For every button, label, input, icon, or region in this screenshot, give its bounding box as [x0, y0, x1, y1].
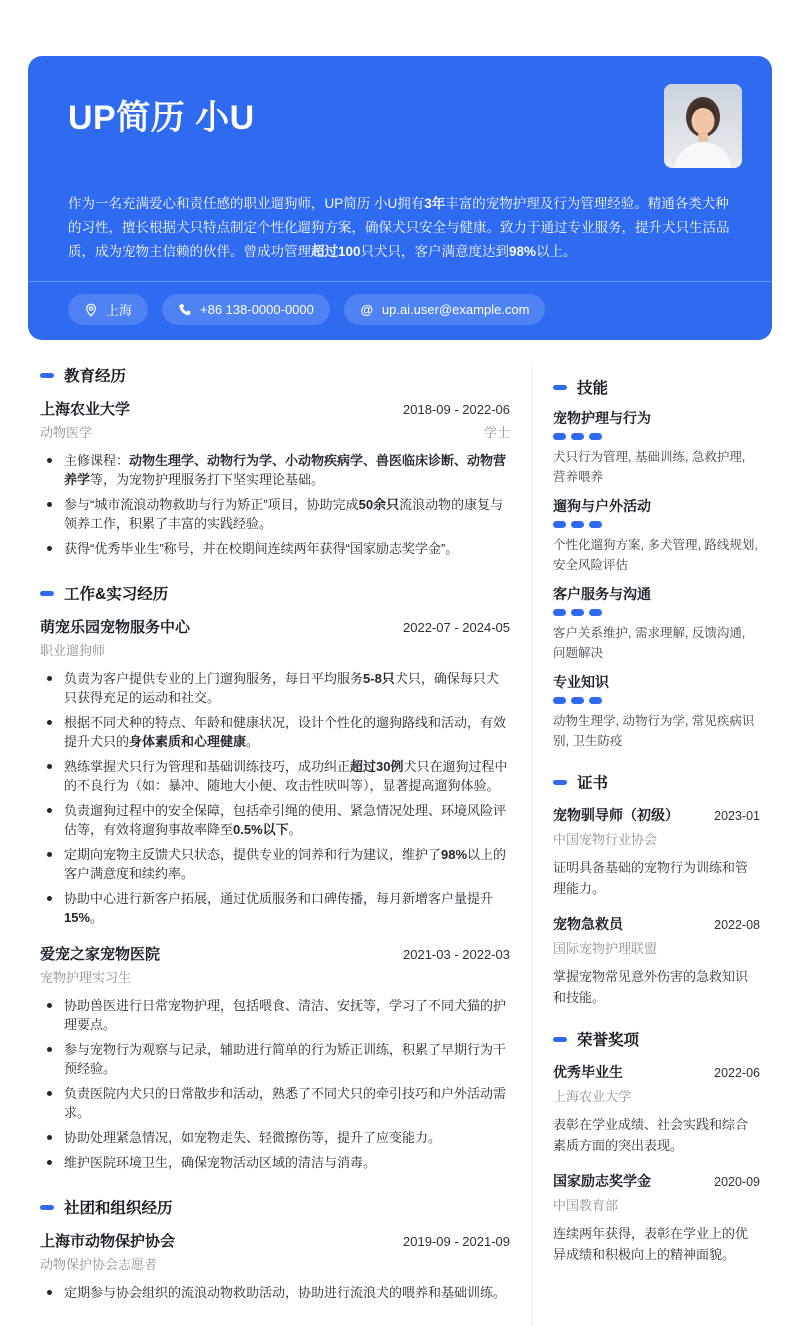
- section-organizations: [40, 1196, 510, 1302]
- entry-name: 上海市动物保护协会: [40, 1233, 176, 1250]
- skill-description: 动物生理学, 动物行为学, 常见疾病识别, 卫生防疫: [553, 714, 755, 748]
- side-column: [532, 364, 760, 1326]
- bullet-item: 主修课程：动物生理学、动物行为学、小动物疾病学、兽医临床诊断、动物营养学等，为宠物护理服务打下坚实理论基础。: [40, 451, 510, 489]
- section-education: [40, 364, 510, 558]
- entry: [40, 616, 510, 927]
- skill-level-segment: [571, 433, 584, 440]
- entry-subtitle-row: [40, 967, 510, 986]
- skill-level-segment: [553, 521, 566, 528]
- entry-header: [40, 1230, 510, 1251]
- section-title-skills: 技能: [577, 380, 609, 397]
- skill-name: 客户服务与沟通: [553, 586, 651, 602]
- bullet-item: 定期参与协会组织的流浪动物救助活动，协助进行流浪犬的喂养和基础训练。: [40, 1283, 510, 1302]
- credential-issuer: 中国宠物行业协会: [553, 832, 658, 847]
- bullet-item: 参与宠物行为观察与记录，辅助进行简单的行为矫正训练，积累了早期行为干预经验。: [40, 1040, 510, 1078]
- credential-date: 2022-08: [714, 918, 760, 932]
- header-card: [28, 56, 772, 340]
- entry-header: [40, 616, 510, 637]
- section-title-honors: 荣誉奖项: [577, 1032, 640, 1049]
- section-header-honors: [553, 1028, 760, 1050]
- skill-item: [553, 586, 760, 663]
- skill-level-segment: [553, 433, 566, 440]
- credential-header: [553, 805, 760, 825]
- contact-pill-phone[interactable]: [162, 294, 330, 325]
- skill-level-indicator: [553, 521, 760, 528]
- phone-icon: [178, 303, 192, 317]
- credential-header: [553, 914, 760, 934]
- section-header-work: [40, 582, 510, 604]
- resume-title: UP简历 小U: [68, 99, 255, 137]
- entry-subtitle-row: [40, 422, 510, 441]
- entry-subtitle: 动物保护协会志愿者: [40, 1257, 158, 1272]
- section-skills: [553, 376, 760, 751]
- section-header-skills: [553, 376, 760, 398]
- entry-bullets: [40, 1283, 510, 1302]
- skill-level-segment: [589, 609, 602, 616]
- contact-pill-email[interactable]: [344, 294, 546, 325]
- skill-level-indicator: [553, 697, 760, 704]
- skill-description: 犬只行为管理, 基础训练, 急救护理, 营养喂养: [553, 450, 746, 484]
- section-dash-icon: [553, 780, 567, 785]
- skill-level-segment: [553, 697, 566, 704]
- credential-date: 2023-01: [714, 809, 760, 823]
- skill-item: [553, 410, 760, 487]
- credential-date: 2020-09: [714, 1175, 760, 1189]
- bullet-item: 负责为客户提供专业的上门遛狗服务，每日平均服务5-8只犬只，确保每只犬只获得充足的运动和社交。: [40, 669, 510, 707]
- skill-level-segment: [589, 521, 602, 528]
- section-title-work: 工作&实习经历: [64, 586, 169, 603]
- credential-item: [553, 805, 760, 899]
- entry-header: [40, 943, 510, 964]
- entry-bullets: [40, 996, 510, 1172]
- profile-photo-illustration: [664, 84, 742, 168]
- skill-level-indicator: [553, 433, 760, 440]
- section-certificates: [553, 771, 760, 1008]
- credential-description: 证明具备基础的宠物行为训练和管理能力。: [553, 860, 749, 896]
- entry-date: 2019-09 - 2021-09: [403, 1234, 510, 1249]
- skill-name: 遛狗与户外活动: [553, 498, 651, 514]
- email-icon: @: [360, 301, 374, 317]
- contact-label-phone: +86 138-0000-0000: [200, 302, 314, 317]
- bullet-item: 负责遛狗过程中的安全保障，包括牵引绳的使用、紧急情况处理、环境风险评估等，有效将遛狗事故率降至0.5%以下。: [40, 801, 510, 839]
- contact-label-email: up.ai.user@example.com: [381, 302, 530, 317]
- credential-item: [553, 1171, 760, 1265]
- bullet-item: 熟练掌握犬只行为管理和基础训练技巧，成功纠正超过30例犬只在遛狗过程中的不良行为（如：暴冲、随地大小便、攻击性吠叫等），显著提高遛狗体验。: [40, 757, 510, 795]
- credential-item: [553, 1062, 760, 1156]
- credential-issuer: 国际宠物护理联盟: [553, 941, 658, 956]
- section-dash-icon: [40, 373, 54, 378]
- entry-header: [40, 398, 510, 419]
- entry-subtitle: 动物医学: [40, 425, 93, 440]
- entry: [40, 398, 510, 558]
- contact-pill-location[interactable]: [68, 294, 148, 325]
- main-column: [40, 364, 510, 1326]
- credential-header: [553, 1062, 760, 1082]
- credential-name: 宠物急救员: [553, 916, 623, 932]
- bullet-item: 定期向宠物主反馈犬只状态，提供专业的饲养和行为建议，维护了98%以上的客户满意度和续约率。: [40, 845, 510, 883]
- section-title-education: 教育经历: [64, 368, 127, 385]
- skill-item: [553, 498, 760, 575]
- entry-subtitle-row: [40, 1254, 510, 1273]
- bullet-item: 负责医院内犬只的日常散步和活动，熟悉了不同犬只的牵引技巧和户外活动需求。: [40, 1084, 510, 1122]
- credential-description: 掌握宠物常见意外伤害的急救知识和技能。: [553, 969, 749, 1005]
- entry-name: 萌宠乐园宠物服务中心: [40, 619, 191, 636]
- section-dash-icon: [553, 1037, 567, 1042]
- entry-bullets: [40, 451, 510, 558]
- section-honors: [553, 1028, 760, 1265]
- entry-date: 2022-07 - 2024-05: [403, 620, 510, 635]
- bullet-item: 协助兽医进行日常宠物护理，包括喂食、清洁、安抚等，学习了不同犬猫的护理要点。: [40, 996, 510, 1034]
- skill-level-segment: [589, 433, 602, 440]
- entry-subtitle: 职业遛狗师: [40, 643, 106, 658]
- section-header-education: [40, 364, 510, 386]
- section-dash-icon: [40, 591, 54, 596]
- skill-description: 客户关系维护, 需求理解, 反馈沟通, 问题解决: [553, 626, 746, 660]
- entry-name: 上海农业大学: [40, 401, 131, 418]
- credential-description: 表彰在学业成绩、社会实践和综合素质方面的突出表现。: [553, 1117, 749, 1153]
- credential-issuer: 上海农业大学: [553, 1089, 632, 1104]
- entry: [40, 943, 510, 1172]
- section-dash-icon: [553, 385, 567, 390]
- credential-name: 优秀毕业生: [553, 1064, 623, 1080]
- summary-text: 作为一名充满爱心和责任感的职业遛狗师，UP简历 小U拥有3年丰富的宠物护理及行为管理经验。精通各类犬种的习性，擅长根据犬只特点制定个性化遛狗方案，确保犬只安全与健康。致力于通过专业服务，提升犬只生活品质，成为宠物主信赖的伙伴。曾成功管理超过100只犬只，客户满意度达到98%以上。: [68, 196, 730, 259]
- entry-subtitle-row: [40, 640, 510, 659]
- bullet-item: 根据不同犬种的特点、年龄和健康状况，设计个性化的遛狗路线和活动，有效提升犬只的身体素质和心理健康。: [40, 713, 510, 751]
- header-top: [28, 56, 772, 168]
- credential-name: 宠物驯导师（初级）: [553, 807, 679, 823]
- entry-date: 2021-03 - 2022-03: [403, 947, 510, 962]
- skill-description: 个性化遛狗方案, 多犬管理, 路线规划, 安全风险评估: [553, 538, 758, 572]
- bullet-item: 参与“城市流浪动物救助与行为矫正”项目，协助完成50余只流浪动物的康复与领养工作，积累了丰富的实践经验。: [40, 495, 510, 533]
- resume-body: [0, 340, 800, 1326]
- credential-description: 连续两年获得，表彰在学业上的优异成绩和积极向上的精神面貌。: [553, 1226, 749, 1262]
- entry-bullets: [40, 669, 510, 927]
- section-title-organizations: 社团和组织经历: [64, 1200, 173, 1217]
- skill-level-segment: [589, 697, 602, 704]
- section-work: [40, 582, 510, 1172]
- skill-level-segment: [571, 609, 584, 616]
- location-icon: [84, 303, 98, 317]
- skill-name: 宠物护理与行为: [553, 410, 651, 426]
- credential-date: 2022-06: [714, 1066, 760, 1080]
- entry-name: 爱宠之家宠物医院: [40, 946, 161, 963]
- section-header-certificates: [553, 771, 760, 793]
- entry-degree: 学士: [483, 425, 510, 440]
- entry-date: 2018-09 - 2022-06: [403, 402, 510, 417]
- credential-issuer: 中国教育部: [553, 1198, 619, 1213]
- section-title-certificates: 证书: [577, 775, 609, 792]
- contact-row: [28, 281, 772, 340]
- skill-level-segment: [571, 697, 584, 704]
- credential-item: [553, 914, 760, 1008]
- credential-header: [553, 1171, 760, 1191]
- bullet-item: 维护医院环境卫生，确保宠物活动区域的清洁与消毒。: [40, 1153, 510, 1172]
- profile-photo: [664, 84, 742, 168]
- credential-name: 国家励志奖学金: [553, 1173, 651, 1189]
- section-dash-icon: [40, 1205, 54, 1210]
- bullet-item: 协助中心进行新客户拓展，通过优质服务和口碑传播，每月新增客户量提升15%。: [40, 889, 510, 927]
- skill-level-segment: [571, 521, 584, 528]
- entry: [40, 1230, 510, 1302]
- skill-name: 专业知识: [553, 674, 609, 690]
- skill-level-indicator: [553, 609, 760, 616]
- contact-label-location: 上海: [106, 303, 133, 318]
- skill-level-segment: [553, 609, 566, 616]
- bullet-item: 协助处理紧急情况，如宠物走失、轻微擦伤等，提升了应变能力。: [40, 1128, 510, 1147]
- skill-item: [553, 674, 760, 751]
- section-header-organizations: [40, 1196, 510, 1218]
- entry-subtitle: 宠物护理实习生: [40, 970, 132, 985]
- bullet-item: 获得“优秀毕业生”称号，并在校期间连续两年获得“国家励志奖学金”。: [40, 539, 510, 558]
